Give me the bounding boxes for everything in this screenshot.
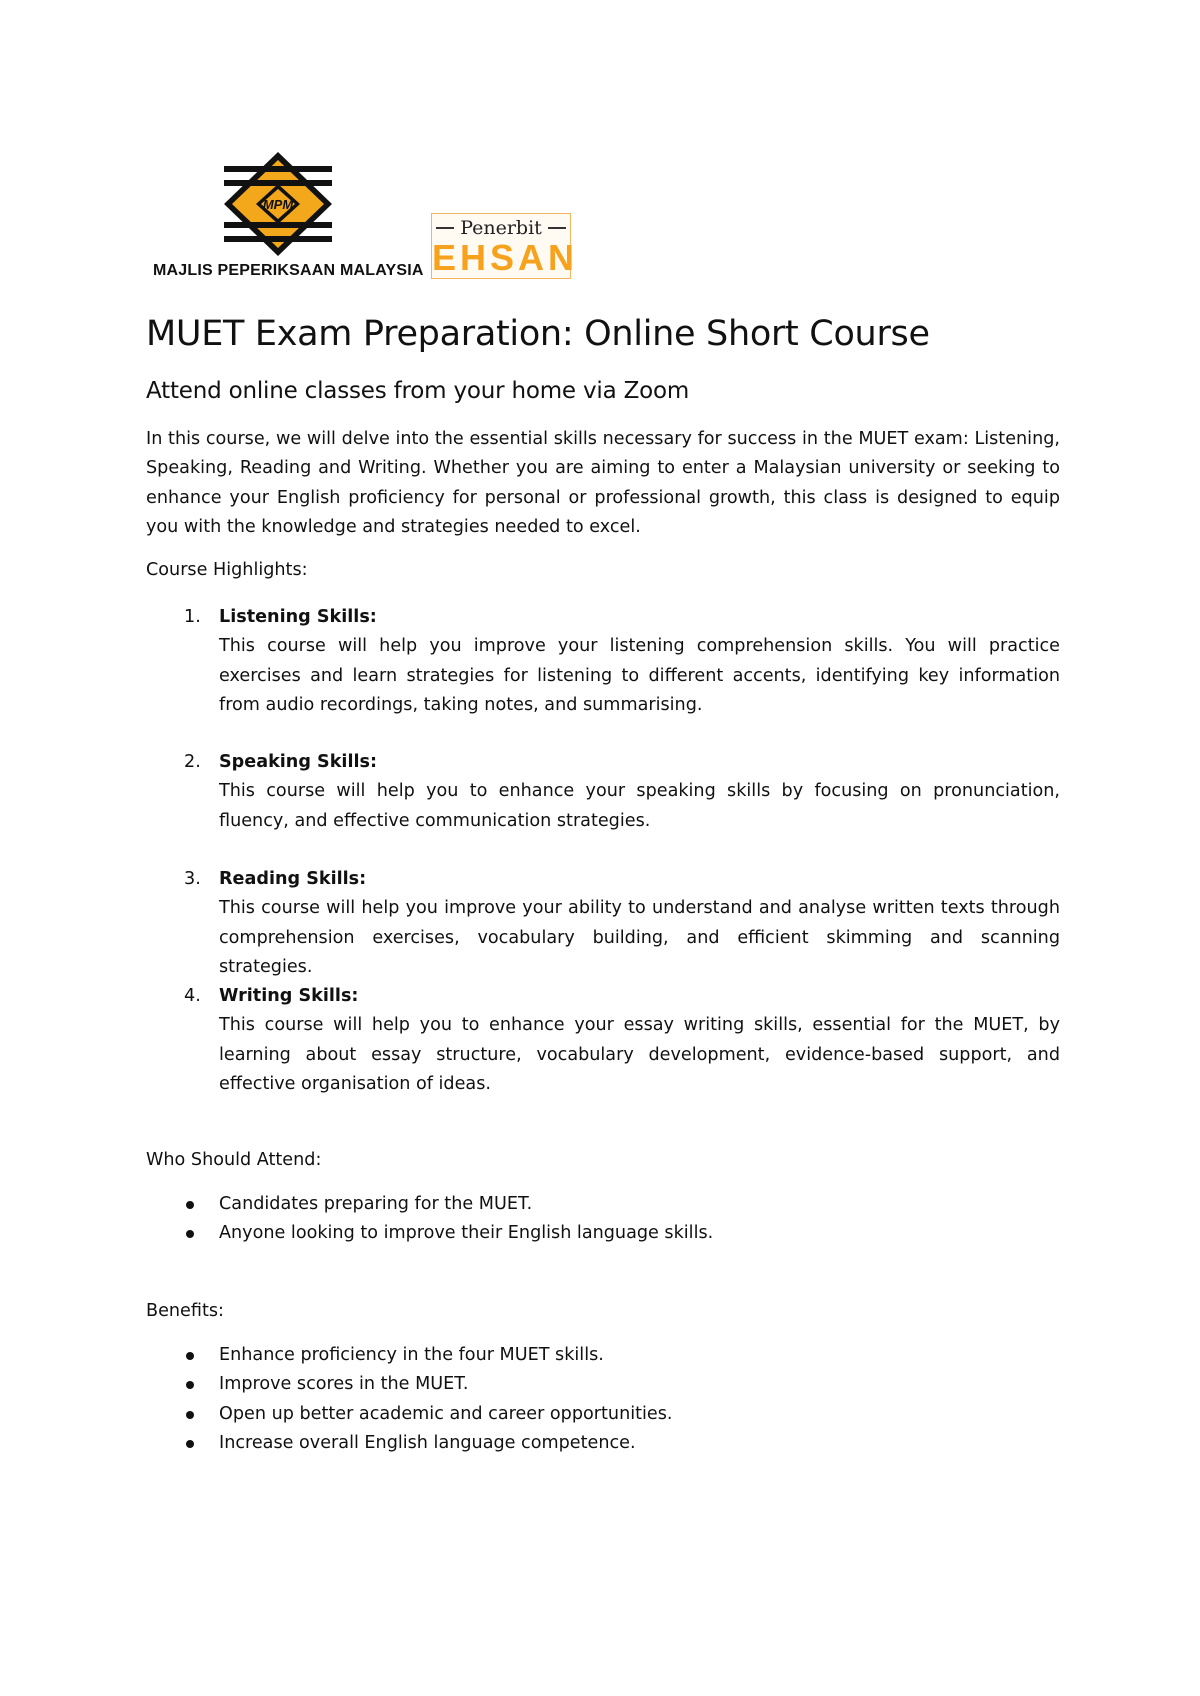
item-number: 2. [184,752,201,772]
item-number: 4. [184,986,201,1006]
ehsan-publisher-word: Penerbit [460,217,542,239]
attend-list [146,1190,1060,1249]
item-number: 1. [184,607,201,627]
ehsan-wordmark: EHSAN [432,237,579,278]
ehsan-top-line [432,217,570,239]
list-item: Open up better academic and career opportunities. [146,1400,1060,1429]
penerbit-ehsan-logo [431,213,579,279]
page-title: MUET Exam Preparation: Online Short Course [146,314,930,354]
bullet-icon [186,1440,194,1448]
bullet-icon [186,1230,194,1238]
list-item: Enhance proficiency in the four MUET skills. [146,1341,1060,1370]
bullet-icon [186,1381,194,1389]
intro-paragraph: In this course, we will delve into the essential skills necessary for success in the MUET exam: Listening, Speaking, Reading and Writing. Whether you are aiming to enter a Malaysian university or seeking to enhance your English proficiency for personal or professional growth, this class is designed to equip you with the knowledge and strategies needed to excel. [146,429,1060,537]
list-item: Candidates preparing for the MUET. [146,1190,1060,1219]
svg-text:MPM: MPM [262,197,294,212]
item-title: Listening Skills: [219,607,377,627]
list-item: Improve scores in the MUET. [146,1370,1060,1399]
benefits-list [146,1341,1060,1458]
bullet-icon [186,1352,194,1360]
item-title: Writing Skills: [219,986,359,1006]
item-text: This course will help you to enhance your essay writing skills, essential for the MUET, by learning about essay structure, vocabulary development, evidence-based support, and effective organisation of ideas. [219,1015,1060,1094]
item-number: 3. [184,869,201,889]
item-title: Speaking Skills: [219,752,378,772]
item-text: This course will help you improve your listening comprehension skills. You will practice exercises and learn strategies for listening to different accents, identifying key information from audio recordings, taking notes, and summarising. [219,636,1060,715]
benefits-label: Benefits: [146,1301,224,1321]
mpm-caption: MAJLIS PEPERIKSAAN MALAYSIA [153,262,424,279]
attend-label: Who Should Attend: [146,1150,322,1170]
bullet-icon [186,1411,194,1419]
bullet-icon [186,1201,194,1209]
item-text: This course will help you improve your ability to understand and analyse written texts through comprehension exercises, vocabulary building, and efficient skimming and scanning strategies. [219,898,1060,977]
list-item: Anyone looking to improve their English language skills. [146,1219,1060,1248]
item-title: Reading Skills: [219,869,367,889]
list-item: Increase overall English language competence. [146,1429,1060,1458]
item-text: This course will help you to enhance your speaking skills by focusing on pronunciation, fluency, and effective communication strategies. [219,781,1060,831]
highlights-label: Course Highlights: [146,560,308,580]
page-subtitle: Attend online classes from your home via Zoom [146,378,690,404]
mpm-emblem-icon [222,150,334,258]
mpm-logo [150,150,424,290]
